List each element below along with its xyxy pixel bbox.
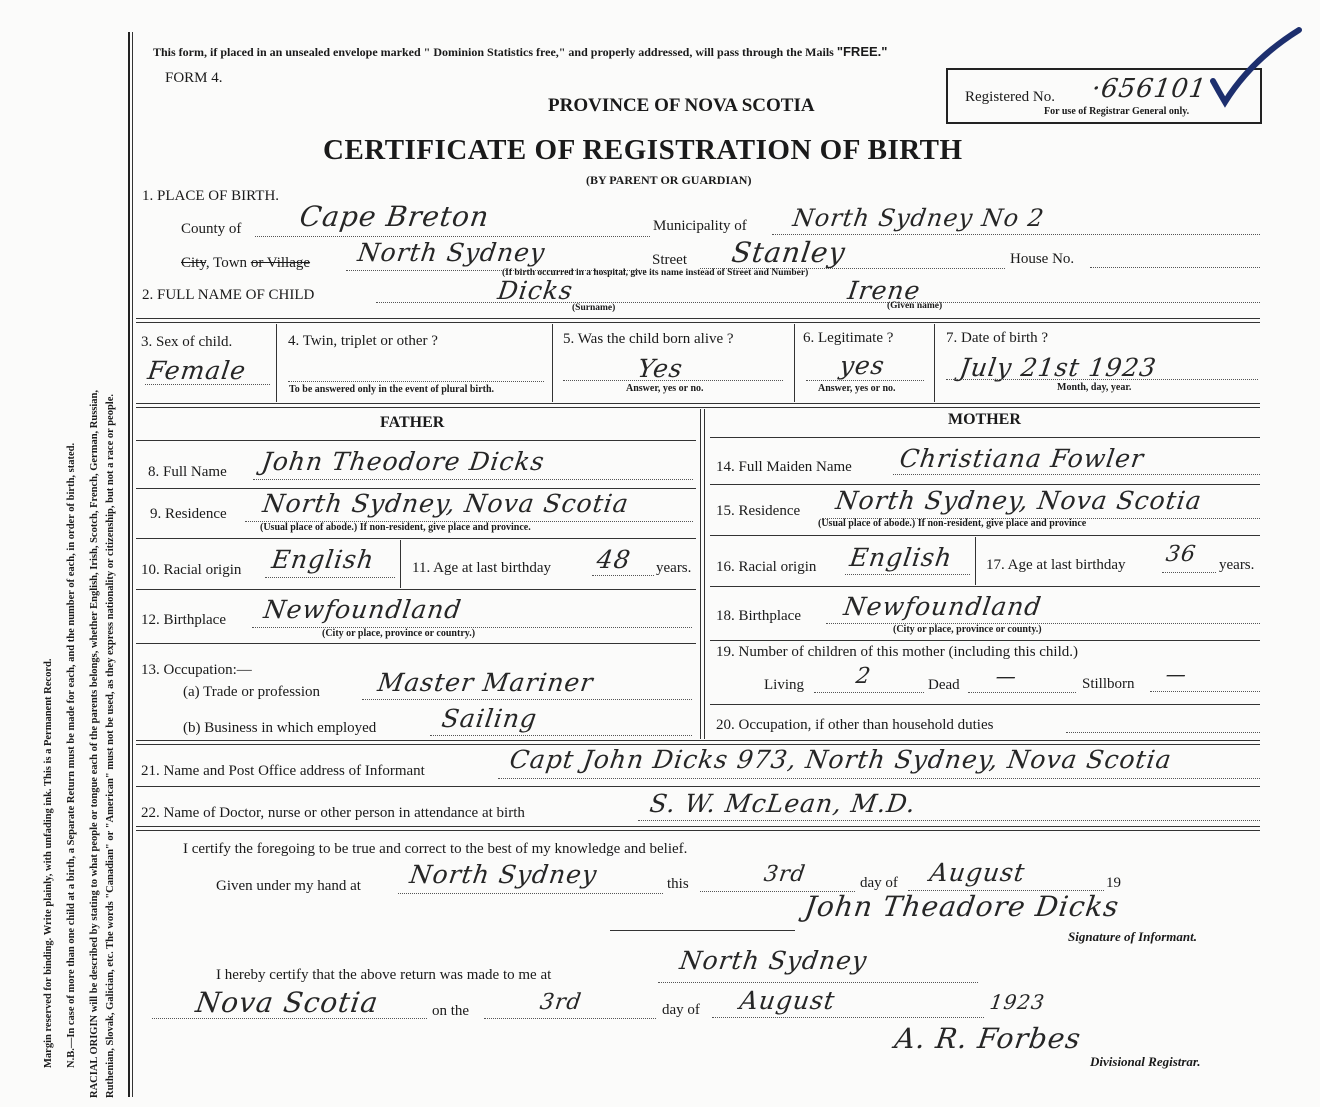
cert-month-value: August bbox=[927, 858, 1028, 887]
father-race-value: English bbox=[269, 545, 377, 574]
dob-label: 7. Date of birth ? bbox=[946, 330, 1049, 346]
father-birthplace-note: (City or place, province or country.) bbox=[322, 628, 476, 639]
dob-note: Month, day, year. bbox=[1057, 382, 1132, 393]
registrar-place2-value: Nova Scotia bbox=[193, 986, 381, 1019]
father-name-value: John Theodore Dicks bbox=[259, 447, 547, 476]
surname-note: (Surname) bbox=[572, 303, 616, 313]
province-title: PROVINCE OF NOVA SCOTIA bbox=[548, 95, 815, 116]
alive-note: Answer, yes or no. bbox=[626, 383, 704, 394]
doctor-label: 22. Name of Doctor, nurse or other person in attendance at birth bbox=[141, 805, 525, 821]
registrar-place1-value: North Sydney bbox=[677, 946, 870, 975]
cert-year-prefix: 19 bbox=[1106, 875, 1121, 891]
town-value: North Sydney bbox=[355, 238, 548, 267]
informant-signature-label: Signature of Informant. bbox=[1068, 929, 1197, 944]
municipality-label: Municipality of bbox=[653, 218, 747, 234]
living-value: 2 bbox=[854, 664, 873, 689]
dob-value: July 21st 1923 bbox=[957, 353, 1159, 382]
mother-name-label: 14. Full Maiden Name bbox=[716, 459, 852, 475]
stillborn-label: Stillborn bbox=[1082, 676, 1135, 692]
trade-label: (a) Trade or profession bbox=[183, 684, 321, 700]
margin-note-1: Margin reserved for binding. Write plainly, with unfading ink. This is a Permanent Record. bbox=[43, 658, 54, 1068]
mother-residence-value: North Sydney, Nova Scotia bbox=[833, 486, 1204, 515]
registrar-day-value: 3rd bbox=[538, 990, 584, 1015]
child-surname: Dicks bbox=[495, 276, 576, 305]
legitimate-note: Answer, yes or no. bbox=[818, 383, 896, 394]
given-place-value: North Sydney bbox=[407, 860, 600, 889]
cert-day-value: 3rd bbox=[762, 862, 808, 887]
mother-birthplace-value: Newfoundland bbox=[841, 592, 1044, 621]
mail-note-text: This form, if placed in an unsealed envelope marked " Dominion Statistics free," and properly addressed, will pass through the Mails bbox=[153, 45, 834, 59]
father-name-label: 8. Full Name bbox=[148, 464, 227, 480]
this-label: this bbox=[667, 876, 689, 892]
father-residence-label: 9. Residence bbox=[150, 506, 227, 522]
father-birthplace-value: Newfoundland bbox=[261, 595, 464, 624]
child-name-label: 2. FULL NAME OF CHILD bbox=[142, 287, 315, 303]
informant-label: 21. Name and Post Office address of Informant bbox=[141, 763, 425, 779]
father-residence-value: North Sydney, Nova Scotia bbox=[260, 489, 631, 518]
twin-note: To be answered only in the event of plural birth. bbox=[289, 384, 495, 395]
children-count-label: 19. Number of children of this mother (including this child.) bbox=[716, 644, 1079, 660]
stillborn-value: — bbox=[1164, 662, 1189, 686]
street-label: Street bbox=[652, 252, 687, 268]
twin-label: 4. Twin, triplet or other ? bbox=[288, 333, 438, 349]
mother-occupation-label: 20. Occupation, if other than household duties bbox=[716, 717, 994, 733]
father-birthplace-label: 12. Birthplace bbox=[141, 612, 226, 628]
legitimate-label: 6. Legitimate ? bbox=[803, 330, 894, 346]
child-given-name: Irene bbox=[845, 276, 923, 305]
registrar-signature-label: Divisional Registrar. bbox=[1090, 1054, 1201, 1069]
mother-abode-note: (Usual place of abode.) If non-resident, give place and province bbox=[818, 518, 1087, 529]
father-age-value: 48 bbox=[594, 545, 633, 574]
business-value: Sailing bbox=[439, 704, 540, 733]
legitimate-value: yes bbox=[837, 351, 887, 380]
alive-label: 5. Was the child born alive ? bbox=[563, 331, 734, 347]
sex-value: Female bbox=[145, 356, 249, 385]
father-abode-note: (Usual place of abode.) If non-resident, give place and province. bbox=[260, 522, 531, 533]
registrar-statement: I hereby certify that the above return was made to me at bbox=[216, 967, 552, 983]
father-race-label: 10. Racial origin bbox=[141, 562, 242, 578]
given-under-label: Given under my hand at bbox=[216, 878, 361, 894]
cert-dayof-label: day of bbox=[860, 875, 898, 891]
dead-label: Dead bbox=[928, 677, 960, 693]
mother-age-value: 36 bbox=[1164, 542, 1198, 567]
municipality-value: North Sydney No 2 bbox=[791, 204, 1047, 232]
registrar-signature: A. R. Forbes bbox=[892, 1022, 1084, 1055]
hospital-note: (If birth occurred in a hospital, give its name instead of Street and Number) bbox=[502, 268, 809, 278]
certify-statement: I certify the foregoing to be true and correct to the best of my knowledge and belief. bbox=[183, 841, 688, 857]
doctor-value: S. W. McLean, M.D. bbox=[647, 789, 918, 818]
checkmark-icon bbox=[1205, 26, 1305, 108]
mother-residence-label: 15. Residence bbox=[716, 503, 801, 519]
father-heading: FATHER bbox=[380, 414, 445, 431]
mother-heading: MOTHER bbox=[948, 411, 1021, 428]
house-number-label: House No. bbox=[1010, 251, 1075, 267]
informant-signature: John Theadore Dicks bbox=[802, 890, 1122, 923]
given-name-note: (Given name) bbox=[887, 301, 943, 311]
registrar-dayof-label: day of bbox=[662, 1002, 700, 1018]
margin-note-3: RACIAL ORIGIN will be described by stating to what people or tongue each of the parents belongs, whether English, Irish, Scotch, French, German, Russian, bbox=[89, 389, 100, 1098]
dead-value: — bbox=[994, 664, 1019, 688]
registered-note: For use of Registrar General only. bbox=[1044, 106, 1190, 117]
registered-label: Registered No. bbox=[965, 89, 1055, 105]
city-town-label: City, Town or Village bbox=[181, 255, 311, 271]
registered-number: ·656101 bbox=[1089, 74, 1209, 104]
mother-years-label: years. bbox=[1219, 557, 1255, 573]
registrar-year-value: 1923 bbox=[988, 990, 1047, 1014]
informant-value: Capt John Dicks 973, North Sydney, Nova Scotia bbox=[507, 745, 1174, 774]
mail-note bbox=[153, 44, 887, 60]
county-value: Cape Breton bbox=[297, 200, 492, 233]
mother-birthplace-note: (City or place, province or county.) bbox=[893, 624, 1042, 635]
father-age-label: 11. Age at last birthday bbox=[412, 560, 551, 576]
trade-value: Master Mariner bbox=[375, 668, 596, 697]
alive-value: Yes bbox=[635, 354, 686, 383]
mother-birthplace-label: 18. Birthplace bbox=[716, 608, 801, 624]
mother-race-value: English bbox=[847, 543, 955, 572]
free-label: "FREE." bbox=[836, 44, 888, 59]
mother-age-label: 17. Age at last birthday bbox=[986, 557, 1126, 573]
margin-note-2: N.B.—In case of more than one child at a birth, a Separate Return must be made for each, and the number of each, in order of birth, stated. bbox=[66, 442, 77, 1068]
sex-label: 3. Sex of child. bbox=[141, 334, 233, 350]
margin-note-4: Ruthenian, Slovak, Galician, etc. The words "Canadian" or "American" must not be used, as they express nationality or citizenship, but not a race or people. bbox=[105, 393, 116, 1098]
certificate-title: CERTIFICATE OF REGISTRATION OF BIRTH bbox=[323, 134, 963, 166]
living-label: Living bbox=[764, 677, 804, 693]
form-number: FORM 4. bbox=[165, 70, 223, 86]
certificate-subtitle: (BY PARENT OR GUARDIAN) bbox=[586, 173, 752, 187]
business-label: (b) Business in which employed bbox=[183, 720, 377, 736]
father-occupation-label: 13. Occupation:— bbox=[141, 662, 252, 678]
registrar-month-value: August bbox=[737, 986, 838, 1015]
father-years-label: years. bbox=[656, 560, 692, 576]
street-value: Stanley bbox=[729, 236, 848, 269]
mother-race-label: 16. Racial origin bbox=[716, 559, 817, 575]
registrar-on-label: on the bbox=[432, 1003, 470, 1019]
place-of-birth-label: 1. PLACE OF BIRTH. bbox=[142, 188, 280, 204]
mother-name-value: Christiana Fowler bbox=[897, 444, 1147, 473]
county-label: County of bbox=[181, 221, 242, 237]
